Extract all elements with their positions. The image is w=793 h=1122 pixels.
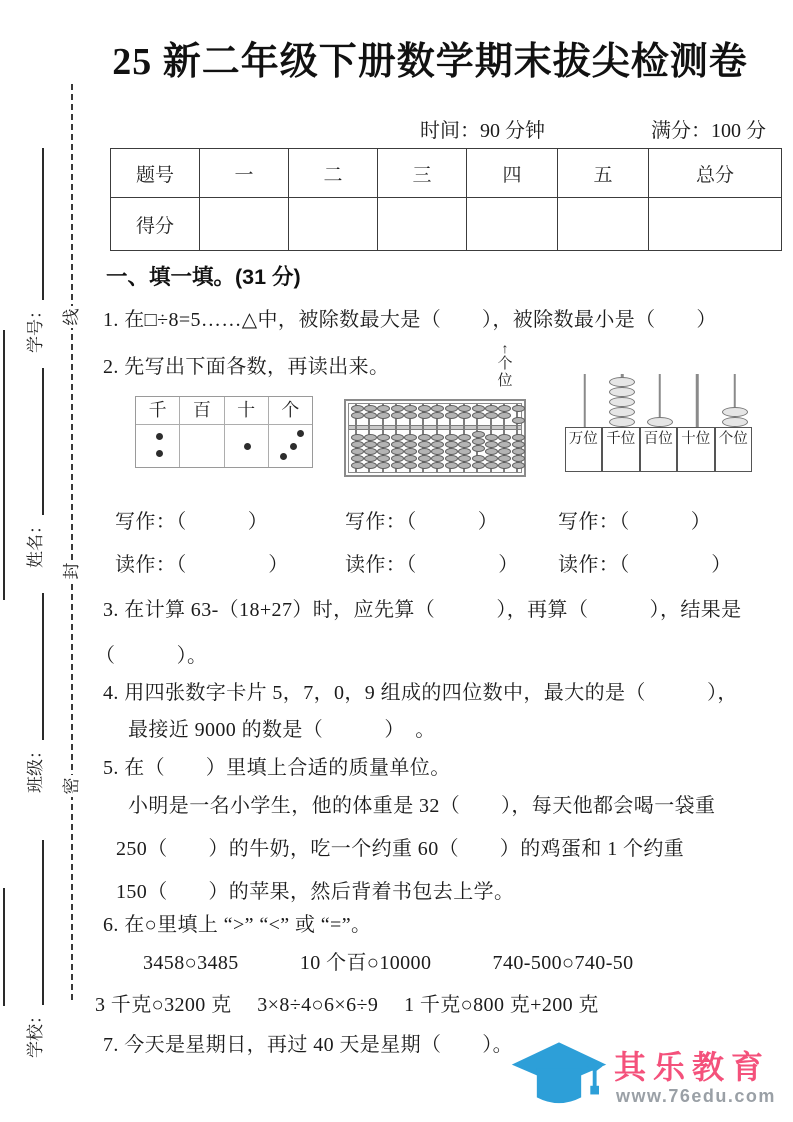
place-value-dot-row: [136, 425, 312, 467]
write-answer-2: 写作：（ ）: [345, 511, 499, 533]
abacus-bead: [391, 448, 404, 455]
abacus-bead: [472, 455, 485, 462]
abacus-bead: [512, 405, 525, 412]
question-4-line2: 最接近 9000 的数是（ ） 。: [128, 719, 436, 741]
seal-char-mi: 密: [61, 775, 83, 797]
abacus-bead: [391, 455, 404, 462]
abacus-bead: [391, 462, 404, 469]
question-4-line1: 4. 用四张数字卡片 5，7，0，9 组成的四位数中，最大的是（ ），: [103, 682, 738, 704]
place-value-dot-cell: [269, 425, 312, 467]
exam-full-score: 满分：100 分: [651, 120, 766, 142]
score-cell: [378, 198, 467, 251]
abacus-bead: [418, 455, 431, 462]
value-dot: [297, 430, 304, 437]
rack-place-label: 十位: [677, 427, 715, 472]
abacus-bead: [364, 405, 377, 412]
abacus-bead: [364, 412, 377, 419]
name-field: [18, 368, 48, 568]
value-dot: [156, 433, 163, 440]
rack-column: [716, 374, 754, 474]
abacus-bead: [485, 462, 498, 469]
rack-column: [566, 374, 604, 474]
abacus-bead: [377, 434, 390, 441]
abacus-bead: [485, 434, 498, 441]
page-fold-line-upper: [3, 330, 5, 600]
student-id-blank-line: [23, 148, 44, 300]
seal-dashed-line: [71, 84, 73, 1000]
abacus-bead: [418, 462, 431, 469]
name-label: 姓名：: [25, 517, 45, 568]
abacus-bead: [512, 455, 525, 462]
abacus-bead: [472, 405, 485, 412]
question-5-line4: 150（ ）的苹果，然后背着书包去上学。: [116, 881, 515, 903]
question-2: 2. 先写出下面各数，再读出来。: [103, 356, 390, 378]
rack-place-label: 个位: [715, 427, 753, 472]
abacus-bead: [485, 448, 498, 455]
rack-column: [641, 374, 679, 474]
question-6-line1: 6. 在○里填上 “>” “<” 或 “=”。: [103, 914, 372, 936]
question-5-line2: 小明是一名小学生，他的体重是 32（ ），每天他都会喝一袋重: [128, 795, 716, 817]
abacus-bead: [364, 448, 377, 455]
abacus-figure: [344, 399, 526, 477]
section-one-heading: 一、填一填。(31 分): [106, 265, 301, 289]
abacus-bead: [404, 412, 417, 419]
read-answer-3: 读作：（ ）: [558, 554, 732, 576]
score-cell: [649, 198, 782, 251]
question-7: 7. 今天是星期日，再过 40 天是星期（ ）。: [103, 1034, 513, 1056]
abacus-bead: [498, 412, 511, 419]
score-row-label: 得分: [111, 198, 200, 251]
abacus-bead: [377, 455, 390, 462]
rack-place-label: 百位: [640, 427, 678, 472]
abacus-bead: [445, 405, 458, 412]
abacus-bead: [458, 405, 471, 412]
abacus-bead: [418, 441, 431, 448]
abacus-bead: [351, 412, 364, 419]
abacus-bead: [404, 462, 417, 469]
counting-rack-figure: [566, 374, 754, 474]
brand-website: www.76edu.com: [616, 1086, 776, 1106]
place-value-header-cell: 十: [225, 397, 269, 425]
rack-place-label: 万位: [565, 427, 603, 472]
place-value-header-cell: 个: [269, 397, 312, 425]
abacus-bead: [512, 417, 525, 424]
abacus-bead: [458, 412, 471, 419]
abacus-bead: [431, 448, 444, 455]
abacus-bead: [391, 434, 404, 441]
rack-bead: [647, 417, 673, 427]
rack-bead: [609, 417, 635, 427]
abacus-bead: [431, 462, 444, 469]
abacus-bead: [498, 405, 511, 412]
abacus-bead: [445, 434, 458, 441]
rack-bead: [722, 417, 748, 427]
abacus-bead: [472, 431, 485, 438]
value-dot: [244, 443, 251, 450]
abacus-bead: [364, 441, 377, 448]
score-table: [110, 148, 782, 251]
abacus-bead: [404, 434, 417, 441]
abacus-bead: [498, 462, 511, 469]
graduation-cap-logo-icon: [506, 1038, 612, 1122]
abacus-bead: [391, 441, 404, 448]
place-value-header-cell: 千: [136, 397, 180, 425]
score-table-score-row: [111, 198, 782, 251]
abacus-bead: [364, 434, 377, 441]
abacus-bead: [391, 405, 404, 412]
value-dot: [156, 450, 163, 457]
page-title: 25 新二年级下册数学期末拔尖检测卷: [112, 41, 748, 83]
abacus-bead: [472, 462, 485, 469]
abacus-bead: [418, 448, 431, 455]
abacus-bead: [404, 405, 417, 412]
abacus-bead: [431, 455, 444, 462]
value-dot: [290, 443, 297, 450]
rack-bead: [609, 407, 635, 417]
abacus-bead: [512, 448, 525, 455]
question-3-line2: （ ）。: [95, 645, 208, 667]
rack-rod: [584, 374, 587, 427]
abacus-bead: [431, 441, 444, 448]
abacus-bead: [351, 441, 364, 448]
student-id-label: 学号：: [25, 302, 45, 353]
abacus-bead: [485, 455, 498, 462]
write-answer-3: 写作：（ ）: [558, 511, 712, 533]
rack-bead: [609, 387, 635, 397]
score-header-cell: 一: [200, 149, 289, 198]
abacus-bead: [351, 462, 364, 469]
abacus-bead: [431, 434, 444, 441]
write-answer-1: 写作：（ ）: [115, 511, 269, 533]
school-field: [18, 840, 48, 1058]
name-blank-line: [23, 368, 44, 515]
abacus-bead: [472, 412, 485, 419]
class-field: [18, 593, 48, 793]
abacus-bead: [458, 455, 471, 462]
abacus-bead: [512, 462, 525, 469]
abacus-bead: [391, 412, 404, 419]
abacus-bead: [458, 434, 471, 441]
place-value-header-cell: 百: [180, 397, 224, 425]
score-cell: [558, 198, 649, 251]
class-label: 班级：: [25, 742, 45, 793]
question-1: 1. 在□÷8=5……△中，被除数最大是（ ），被除数最小是（ ）: [103, 309, 717, 331]
abacus-bead: [351, 448, 364, 455]
rack-bead: [609, 397, 635, 407]
abacus-bead: [445, 441, 458, 448]
question-5-line3: 250（ ）的牛奶，吃一个约重 60（ ）的鸡蛋和 1 个约重: [116, 838, 685, 860]
abacus-bead: [458, 448, 471, 455]
exam-time: 时间：90 分钟: [420, 120, 545, 142]
abacus-bead: [472, 438, 485, 445]
school-label: 学校：: [25, 1007, 45, 1058]
abacus-bead: [445, 412, 458, 419]
abacus-bead: [485, 412, 498, 419]
abacus-bead: [351, 455, 364, 462]
question-5-line1: 5. 在（ ）里填上合适的质量单位。: [103, 757, 451, 779]
ones-place-pointer-label: 个位: [497, 356, 513, 389]
read-answer-2: 读作：（ ）: [345, 554, 519, 576]
abacus-bead: [445, 462, 458, 469]
question-6-line3: 3 千克○3200 克 3×8÷4○6×6÷9 1 千克○800 克+200 克: [95, 994, 599, 1016]
seal-char-xian: 线: [61, 306, 83, 328]
score-header-cell: 总分: [649, 149, 782, 198]
abacus-bead: [377, 405, 390, 412]
abacus-bead: [377, 441, 390, 448]
rack-column: [604, 374, 642, 474]
abacus-bead: [418, 412, 431, 419]
place-value-dot-cell: [225, 425, 269, 467]
score-cell: [467, 198, 558, 251]
abacus-bead: [498, 434, 511, 441]
score-cell: [289, 198, 378, 251]
class-blank-line: [23, 593, 44, 740]
score-header-cell: 题号: [111, 149, 200, 198]
rack-place-label: 千位: [602, 427, 640, 472]
rack-bead: [722, 407, 748, 417]
abacus-bead: [472, 445, 485, 452]
place-value-dot-cell: [180, 425, 224, 467]
abacus-frame: [348, 403, 522, 473]
abacus-bead: [418, 405, 431, 412]
abacus-bead: [364, 455, 377, 462]
score-header-cell: 三: [378, 149, 467, 198]
brand-name: 其乐教育: [614, 1049, 771, 1085]
abacus-bead: [377, 448, 390, 455]
abacus-bead: [377, 462, 390, 469]
abacus-bead: [512, 441, 525, 448]
abacus-bead: [377, 412, 390, 419]
abacus-bead: [404, 441, 417, 448]
question-6-line2: 3458○3485 10 个百○10000 740-500○740-50: [143, 952, 634, 974]
abacus-bead: [418, 434, 431, 441]
student-id-field: [18, 148, 48, 353]
place-value-dot-cell: [136, 425, 180, 467]
abacus-bead: [458, 441, 471, 448]
rack-rod: [696, 374, 699, 427]
abacus-bead: [431, 405, 444, 412]
exam-meta: [420, 114, 766, 143]
abacus-bead: [458, 462, 471, 469]
score-table-header-row: [111, 149, 782, 198]
school-blank-line: [23, 840, 44, 1005]
score-header-cell: 二: [289, 149, 378, 198]
read-answer-1: 读作：（ ）: [115, 554, 289, 576]
seal-char-feng: 封: [61, 560, 83, 582]
score-cell: [200, 198, 289, 251]
abacus-bead: [512, 434, 525, 441]
abacus-bead: [485, 405, 498, 412]
value-dot: [280, 453, 287, 460]
ones-place-arrow-icon: ↑: [501, 342, 509, 357]
abacus-bead: [498, 441, 511, 448]
place-value-header-row: [136, 397, 312, 425]
abacus-bead: [498, 455, 511, 462]
place-value-dot-table: [135, 396, 313, 468]
rack-bead: [609, 377, 635, 387]
abacus-bead: [498, 448, 511, 455]
question-3-line1: 3. 在计算 63-（18+27）时，应先算（ ），再算（ ），结果是: [103, 599, 742, 621]
abacus-bead: [351, 405, 364, 412]
abacus-bead: [445, 448, 458, 455]
abacus-bead: [364, 462, 377, 469]
score-header-cell: 四: [467, 149, 558, 198]
abacus-bead: [404, 448, 417, 455]
score-header-cell: 五: [558, 149, 649, 198]
abacus-bead: [431, 412, 444, 419]
abacus-bead: [445, 455, 458, 462]
abacus-bead: [351, 434, 364, 441]
abacus-bead: [485, 441, 498, 448]
rack-column: [679, 374, 717, 474]
abacus-bead: [404, 455, 417, 462]
page-fold-line-lower: [3, 888, 5, 1006]
